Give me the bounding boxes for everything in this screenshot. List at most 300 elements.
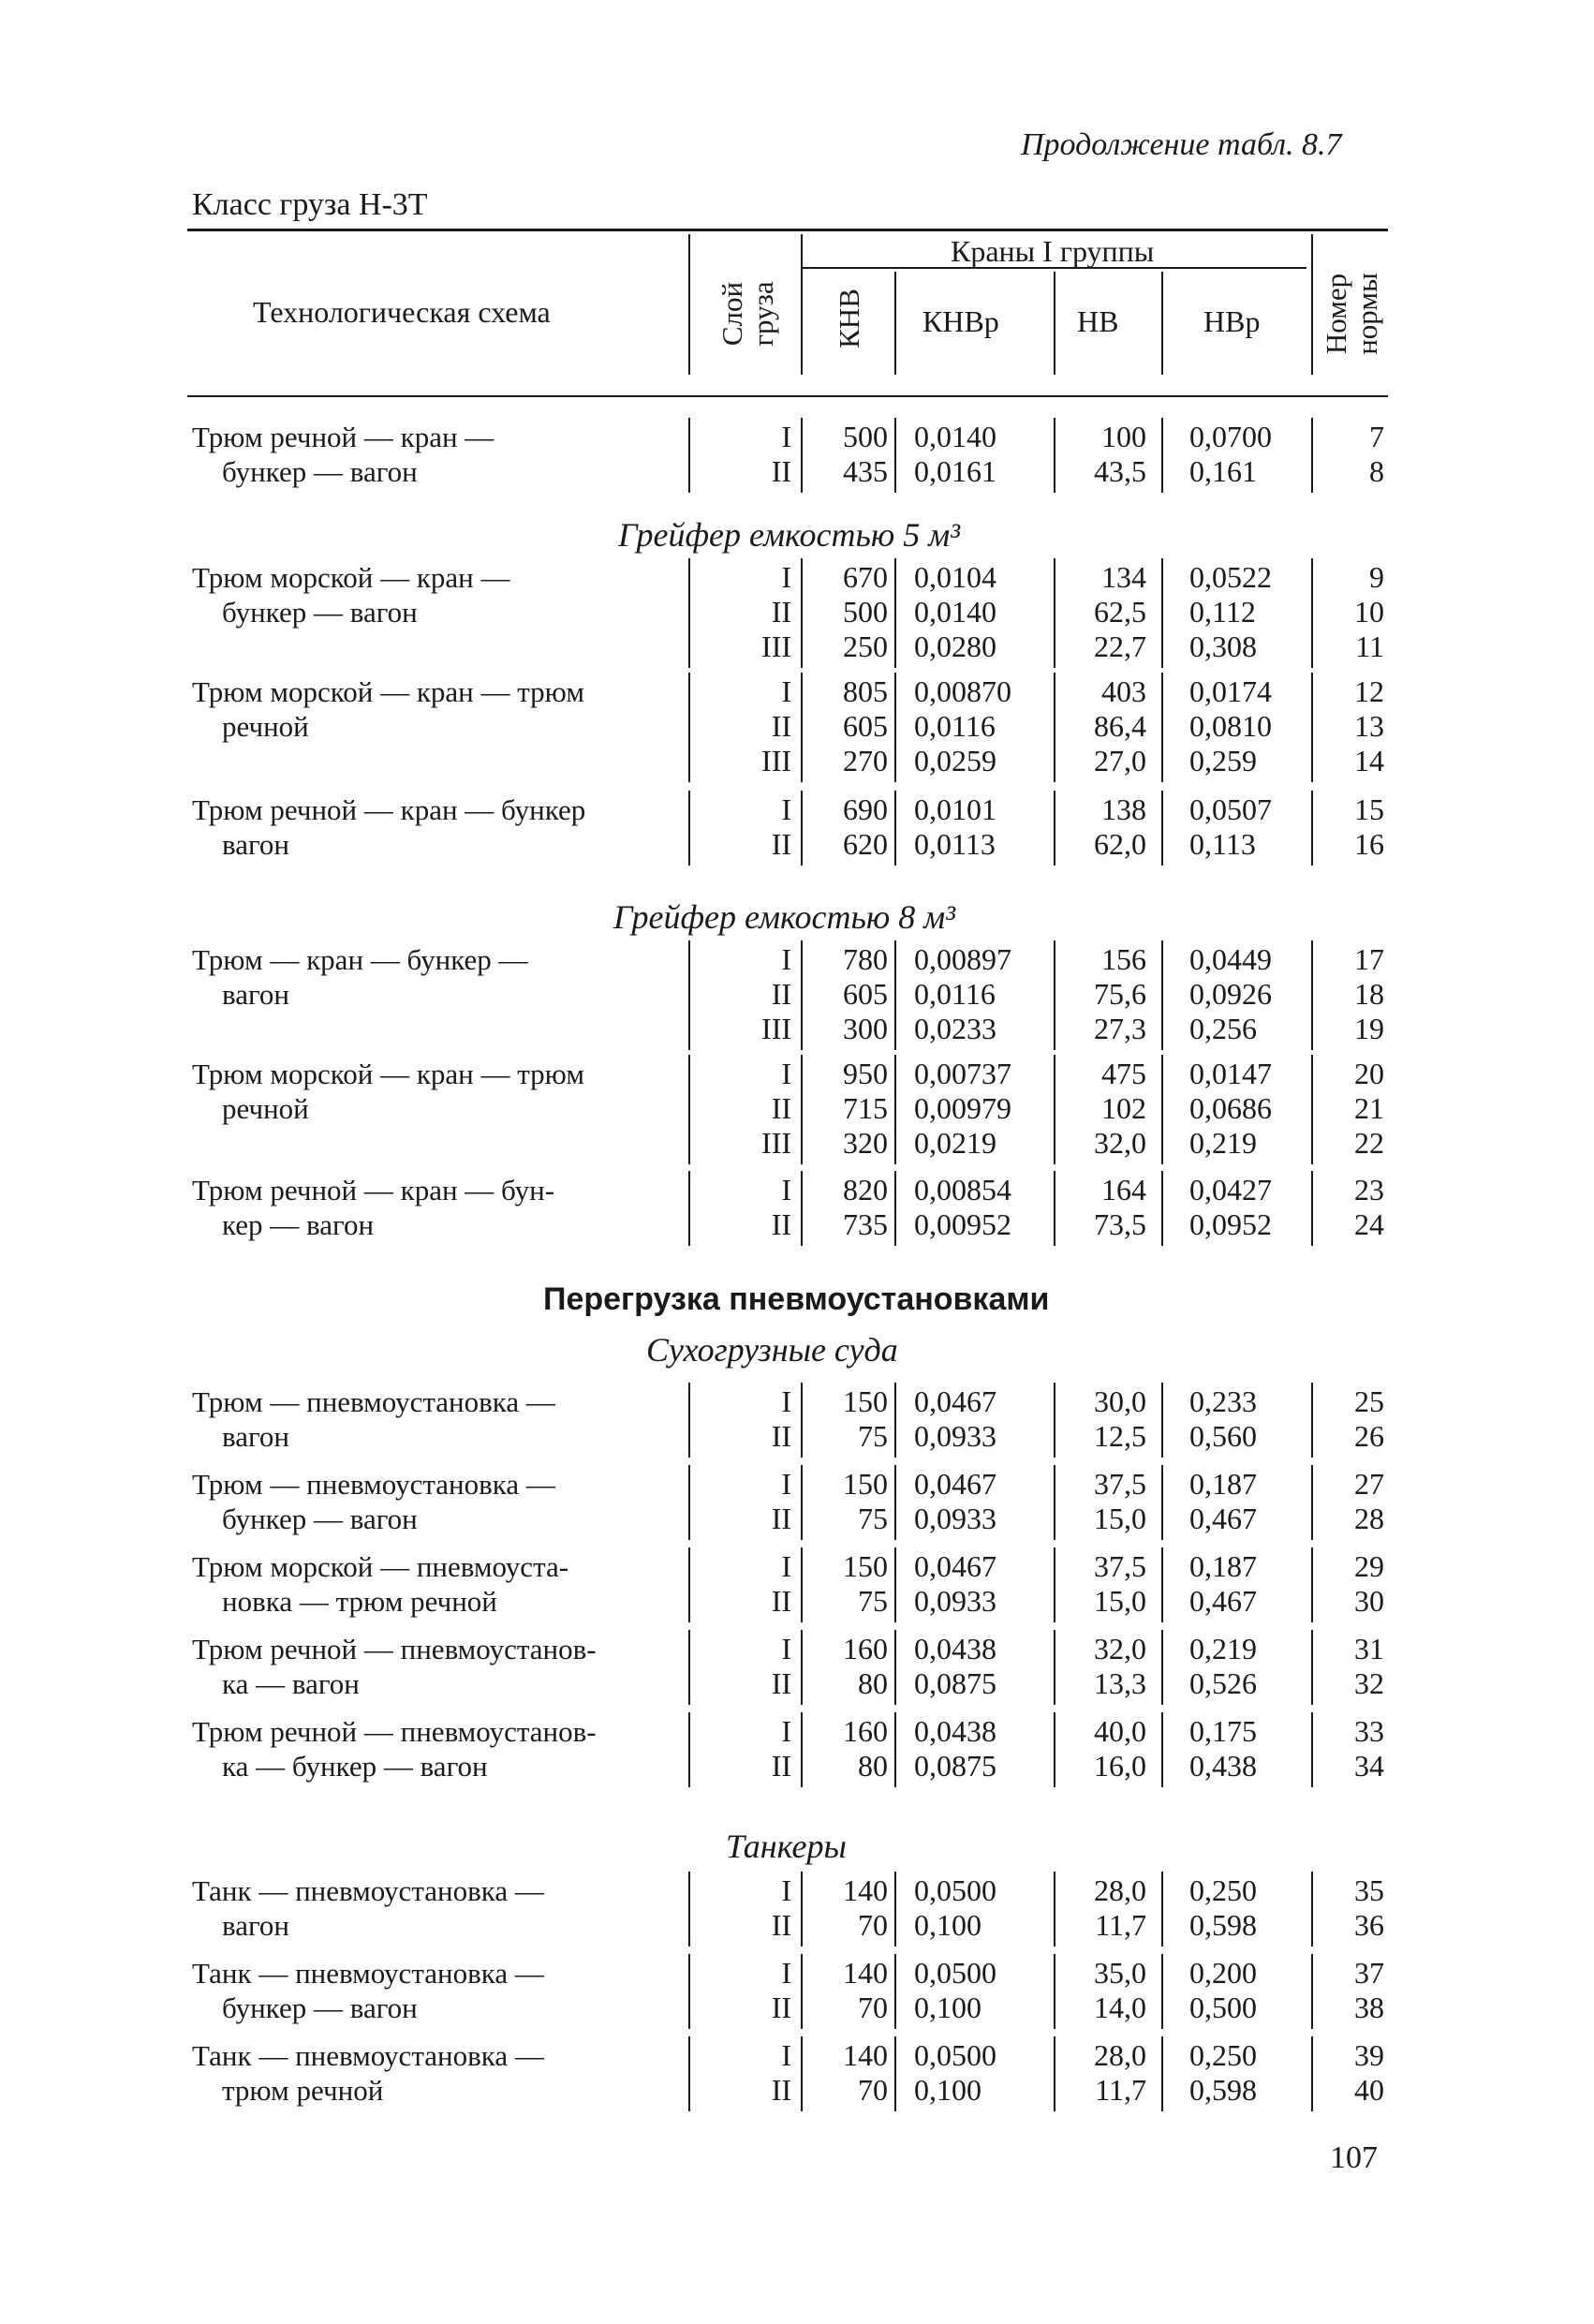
cell-knvp: 0,00952 bbox=[914, 1207, 1011, 1241]
cell-nv: 403 bbox=[1101, 674, 1146, 708]
cell-nvp: 0,161 bbox=[1189, 454, 1257, 488]
row-vline bbox=[1311, 558, 1313, 668]
cell-nv: 75,6 bbox=[1094, 977, 1146, 1011]
row-vline bbox=[1311, 1171, 1313, 1246]
cell-knvp: 0,0875 bbox=[914, 1749, 996, 1783]
cell-nvp: 0,0926 bbox=[1189, 977, 1272, 1011]
row-vline bbox=[801, 1383, 803, 1458]
cell-num: 36 bbox=[1354, 1908, 1384, 1942]
row-vline bbox=[801, 791, 803, 866]
cell-nv: 32,0 bbox=[1094, 1632, 1146, 1665]
cell-knv: 270 bbox=[843, 744, 888, 777]
cell-knv: 75 bbox=[858, 1502, 888, 1535]
cell-knv: 80 bbox=[858, 1749, 888, 1783]
cell-nvp: 0,233 bbox=[1189, 1384, 1257, 1418]
cell-layer: I bbox=[781, 674, 791, 708]
cell-knv: 780 bbox=[843, 942, 888, 976]
cell-knvp: 0,0933 bbox=[914, 1419, 996, 1453]
row-vline bbox=[801, 1954, 803, 2029]
cell-layer: II bbox=[771, 1749, 791, 1783]
row-vline bbox=[1161, 1872, 1163, 1947]
cell-layer: III bbox=[761, 744, 791, 777]
cell-num: 19 bbox=[1354, 1012, 1384, 1045]
cell-knv: 500 bbox=[843, 420, 888, 453]
row-vline bbox=[688, 558, 690, 668]
scheme-line-1: Трюм речной — кран — бун- bbox=[192, 1174, 555, 1206]
cell-nvp: 0,187 bbox=[1189, 1467, 1257, 1501]
scheme-description bbox=[192, 2038, 679, 2108]
cell-nvp: 0,219 bbox=[1189, 1632, 1257, 1665]
cell-num: 22 bbox=[1354, 1126, 1384, 1160]
cell-knv: 950 bbox=[843, 1057, 888, 1090]
scheme-description bbox=[192, 1873, 679, 1943]
cell-layer: III bbox=[761, 1012, 791, 1045]
scheme-line-2: вагон bbox=[222, 1909, 290, 1942]
row-vline bbox=[1054, 1712, 1055, 1787]
row-vline bbox=[1161, 673, 1163, 782]
row-vline bbox=[1054, 1872, 1055, 1947]
scheme-line-2: кер — вагон bbox=[222, 1208, 375, 1241]
row-vline bbox=[1054, 1055, 1055, 1164]
cell-nvp: 0,0810 bbox=[1189, 709, 1272, 743]
continuation-caption: Продолжение табл. 8.7 bbox=[1021, 127, 1342, 162]
cell-num: 12 bbox=[1354, 674, 1384, 708]
scheme-description bbox=[192, 560, 679, 629]
row-vline bbox=[688, 418, 690, 493]
row-vline bbox=[1054, 673, 1055, 782]
row-vline bbox=[1311, 940, 1313, 1050]
cell-nvp: 0,598 bbox=[1189, 1908, 1257, 1942]
cell-knvp: 0,0467 bbox=[914, 1384, 996, 1418]
cell-knv: 150 bbox=[843, 1384, 888, 1418]
cell-knvp: 0,0875 bbox=[914, 1666, 996, 1700]
cell-num: 21 bbox=[1354, 1091, 1384, 1125]
row-vline bbox=[894, 940, 896, 1050]
cell-nvp: 0,0174 bbox=[1189, 674, 1272, 708]
cell-nv: 100 bbox=[1101, 420, 1146, 453]
row-vline bbox=[1161, 940, 1163, 1050]
scheme-line-1: Трюм речной — кран — бункер bbox=[192, 793, 586, 826]
header-bottom-rule bbox=[187, 395, 1388, 397]
row-vline bbox=[1161, 1465, 1163, 1540]
row-vline bbox=[688, 1872, 690, 1947]
row-vline bbox=[1311, 1547, 1313, 1622]
cell-knvp: 0,0438 bbox=[914, 1632, 996, 1665]
cell-knvp: 0,0113 bbox=[914, 827, 996, 861]
cell-layer: I bbox=[781, 1173, 791, 1206]
row-vline bbox=[894, 1872, 896, 1947]
cell-layer: I bbox=[781, 1467, 791, 1501]
cell-knv: 670 bbox=[843, 560, 888, 594]
row-vline bbox=[894, 791, 896, 866]
row-vline bbox=[1161, 1383, 1163, 1458]
cell-nv: 138 bbox=[1101, 792, 1146, 826]
cell-nvp: 0,175 bbox=[1189, 1714, 1257, 1748]
cell-knv: 70 bbox=[858, 1991, 888, 2024]
cell-knv: 735 bbox=[843, 1207, 888, 1241]
cell-num: 25 bbox=[1354, 1384, 1384, 1418]
row-vline bbox=[688, 1465, 690, 1540]
cell-nv: 43,5 bbox=[1094, 454, 1146, 488]
header-layer-line1: Слой bbox=[716, 281, 748, 347]
section-grab-5: Грейфер емкостью 5 м³ bbox=[618, 516, 961, 554]
cell-num: 9 bbox=[1369, 560, 1384, 594]
cell-nv: 12,5 bbox=[1094, 1419, 1146, 1453]
cell-knv: 805 bbox=[843, 674, 888, 708]
row-vline bbox=[1054, 1171, 1055, 1246]
cell-layer: III bbox=[761, 1126, 791, 1160]
row-vline bbox=[894, 1630, 896, 1705]
row-vline bbox=[1161, 1547, 1163, 1622]
cell-knv: 435 bbox=[843, 454, 888, 488]
row-vline bbox=[688, 1954, 690, 2029]
cell-num: 30 bbox=[1354, 1584, 1384, 1618]
row-vline bbox=[688, 1712, 690, 1787]
cell-knvp: 0,0233 bbox=[914, 1012, 996, 1045]
cell-knv: 80 bbox=[858, 1666, 888, 1700]
cell-layer: I bbox=[781, 2038, 791, 2072]
row-vline bbox=[688, 940, 690, 1050]
cell-knvp: 0,00870 bbox=[914, 674, 1011, 708]
cell-nvp: 0,0700 bbox=[1189, 420, 1272, 453]
cell-num: 23 bbox=[1354, 1173, 1384, 1206]
cell-knvp: 0,00897 bbox=[914, 942, 1011, 976]
row-vline bbox=[688, 1383, 690, 1458]
cell-num: 11 bbox=[1355, 629, 1384, 663]
scheme-line-2: ка — вагон bbox=[222, 1667, 360, 1700]
cell-knvp: 0,00979 bbox=[914, 1091, 1011, 1125]
row-vline bbox=[801, 940, 803, 1050]
scheme-description bbox=[192, 1549, 679, 1619]
row-vline bbox=[1161, 791, 1163, 866]
cell-layer: II bbox=[771, 709, 791, 743]
scheme-line-1: Трюм морской — пневмоуста- bbox=[192, 1550, 569, 1583]
row-vline bbox=[1054, 418, 1055, 493]
scheme-description bbox=[192, 674, 679, 744]
row-vline bbox=[894, 1712, 896, 1787]
row-vline bbox=[894, 1547, 896, 1622]
row-vline bbox=[1054, 1547, 1055, 1622]
cell-nv: 11,7 bbox=[1095, 1908, 1146, 1942]
cell-knvp: 0,0500 bbox=[914, 2038, 996, 2072]
row-vline bbox=[1054, 791, 1055, 866]
cell-num: 31 bbox=[1354, 1632, 1384, 1665]
row-vline bbox=[1311, 1055, 1313, 1164]
scheme-line-1: Трюм речной — пневмоустанов- bbox=[192, 1715, 597, 1748]
scheme-line-1: Танк — пневмоустановка — bbox=[192, 1874, 544, 1907]
cell-knv: 75 bbox=[858, 1419, 888, 1453]
cell-knv: 605 bbox=[843, 709, 888, 743]
cell-knvp: 0,0101 bbox=[914, 792, 996, 826]
cell-num: 32 bbox=[1354, 1666, 1384, 1700]
row-vline bbox=[1161, 1712, 1163, 1787]
row-vline bbox=[894, 1055, 896, 1164]
cell-nvp: 0,0522 bbox=[1189, 560, 1272, 594]
row-vline bbox=[801, 1055, 803, 1164]
scheme-line-2: бункер — вагон bbox=[222, 455, 418, 488]
header-vline-6 bbox=[1311, 234, 1313, 375]
scheme-line-1: Трюм — кран — бункер — bbox=[192, 943, 528, 976]
row-vline bbox=[1161, 2036, 1163, 2111]
row-vline bbox=[1161, 558, 1163, 668]
cell-knv: 70 bbox=[858, 2073, 888, 2107]
cell-knvp: 0,00737 bbox=[914, 1057, 1011, 1090]
row-vline bbox=[1054, 558, 1055, 668]
cell-num: 40 bbox=[1354, 2073, 1384, 2107]
cell-knv: 715 bbox=[843, 1091, 888, 1125]
row-vline bbox=[1161, 1954, 1163, 2029]
cell-nv: 102 bbox=[1101, 1091, 1146, 1125]
scheme-line-2: речной bbox=[222, 710, 309, 743]
scheme-description bbox=[192, 1467, 679, 1536]
row-vline bbox=[801, 673, 803, 782]
cell-nvp: 0,0507 bbox=[1189, 792, 1272, 826]
cell-layer: II bbox=[771, 454, 791, 488]
cell-num: 37 bbox=[1354, 1956, 1384, 1990]
cell-knvp: 0,0140 bbox=[914, 420, 996, 453]
row-vline bbox=[688, 1547, 690, 1622]
header-vline-3 bbox=[894, 272, 896, 375]
cell-knvp: 0,0280 bbox=[914, 629, 996, 663]
cell-knv: 620 bbox=[843, 827, 888, 861]
cell-nvp: 0,308 bbox=[1189, 629, 1257, 663]
row-vline bbox=[1161, 1171, 1163, 1246]
cell-nvp: 0,187 bbox=[1189, 1549, 1257, 1583]
table-top-rule bbox=[187, 229, 1388, 231]
cell-num: 33 bbox=[1354, 1714, 1384, 1748]
cell-num: 24 bbox=[1354, 1207, 1384, 1241]
cell-knvp: 0,100 bbox=[914, 1991, 981, 2024]
row-vline bbox=[1311, 1872, 1313, 1947]
cell-nvp: 0,0449 bbox=[1189, 942, 1272, 976]
cell-nv: 40,0 bbox=[1094, 1714, 1146, 1748]
scheme-line-1: Трюм речной — пневмоустанов- bbox=[192, 1633, 597, 1665]
cell-knv: 160 bbox=[843, 1714, 888, 1748]
scheme-line-1: Танк — пневмоустановка — bbox=[192, 1957, 544, 1990]
row-vline bbox=[801, 558, 803, 668]
scheme-line-1: Трюм морской — кран — bbox=[192, 561, 510, 594]
cell-num: 29 bbox=[1354, 1549, 1384, 1583]
cell-nv: 134 bbox=[1101, 560, 1146, 594]
scheme-description bbox=[192, 1956, 679, 2025]
cell-layer: II bbox=[771, 1991, 791, 2024]
cell-num: 8 bbox=[1369, 454, 1384, 488]
cell-nv: 164 bbox=[1101, 1173, 1146, 1206]
cell-knv: 150 bbox=[843, 1549, 888, 1583]
page-number: 107 bbox=[1330, 2140, 1378, 2175]
row-vline bbox=[1311, 791, 1313, 866]
cell-nv: 16,0 bbox=[1094, 1749, 1146, 1783]
scheme-description bbox=[192, 942, 679, 1012]
row-vline bbox=[1311, 1465, 1313, 1540]
cell-knvp: 0,0467 bbox=[914, 1467, 996, 1501]
cell-knvp: 0,0140 bbox=[914, 595, 996, 629]
row-vline bbox=[688, 791, 690, 866]
header-norm bbox=[1321, 258, 1386, 370]
cell-nvp: 0,0952 bbox=[1189, 1207, 1272, 1241]
scheme-description bbox=[192, 1057, 679, 1126]
cell-knv: 140 bbox=[843, 1873, 888, 1907]
cell-knvp: 0,0500 bbox=[914, 1956, 996, 1990]
cell-num: 10 bbox=[1354, 595, 1384, 629]
header-vline-1 bbox=[688, 234, 690, 375]
cell-nvp: 0,256 bbox=[1189, 1012, 1257, 1045]
row-vline bbox=[1161, 418, 1163, 493]
cell-nvp: 0,0686 bbox=[1189, 1091, 1272, 1125]
cell-nv: 15,0 bbox=[1094, 1502, 1146, 1535]
header-vline-2 bbox=[801, 234, 803, 375]
scheme-line-2: новка — трюм речной bbox=[222, 1585, 497, 1618]
row-vline bbox=[894, 1465, 896, 1540]
header-layer bbox=[716, 262, 782, 365]
cell-nv: 15,0 bbox=[1094, 1584, 1146, 1618]
row-vline bbox=[1311, 1712, 1313, 1787]
cell-layer: I bbox=[781, 942, 791, 976]
cell-layer: II bbox=[771, 1419, 791, 1453]
scheme-line-2: речной bbox=[222, 1092, 309, 1125]
cell-knvp: 0,0259 bbox=[914, 744, 996, 777]
row-vline bbox=[1054, 2036, 1055, 2111]
header-scheme: Технологическая схема bbox=[253, 295, 551, 329]
cell-nv: 30,0 bbox=[1094, 1384, 1146, 1418]
row-vline bbox=[894, 2036, 896, 2111]
cell-num: 27 bbox=[1354, 1467, 1384, 1501]
cell-layer: II bbox=[771, 827, 791, 861]
cell-nv: 27,0 bbox=[1094, 744, 1146, 777]
cell-knv: 70 bbox=[858, 1908, 888, 1942]
cell-nv: 156 bbox=[1101, 942, 1146, 976]
row-vline bbox=[1054, 1383, 1055, 1458]
row-vline bbox=[1311, 1630, 1313, 1705]
cell-knv: 250 bbox=[843, 629, 888, 663]
cell-nvp: 0,0427 bbox=[1189, 1173, 1272, 1206]
row-vline bbox=[801, 1465, 803, 1540]
cell-num: 38 bbox=[1354, 1991, 1384, 2024]
cell-nv: 22,7 bbox=[1094, 629, 1146, 663]
cell-layer: I bbox=[781, 1384, 791, 1418]
row-vline bbox=[894, 673, 896, 782]
header-vline-5 bbox=[1161, 272, 1163, 375]
cell-nvp: 0,219 bbox=[1189, 1126, 1257, 1160]
row-vline bbox=[894, 1171, 896, 1246]
header-layer-line2: груза bbox=[746, 281, 779, 347]
cell-nv: 27,3 bbox=[1094, 1012, 1146, 1045]
cell-knvp: 0,0116 bbox=[914, 977, 996, 1011]
section-tankers: Танкеры bbox=[726, 1828, 847, 1865]
cell-knvp: 0,0500 bbox=[914, 1873, 996, 1907]
row-vline bbox=[1311, 418, 1313, 493]
header-nv: НВ bbox=[1077, 304, 1119, 338]
section-grab-8: Грейфер емкостью 8 м³ bbox=[613, 898, 956, 936]
row-vline bbox=[1054, 1465, 1055, 1540]
row-vline bbox=[801, 1872, 803, 1947]
cell-nv: 28,0 bbox=[1094, 1873, 1146, 1907]
scheme-description bbox=[192, 1384, 679, 1454]
cell-nv: 86,4 bbox=[1094, 709, 1146, 743]
scheme-line-2: трюм речной bbox=[222, 2074, 384, 2107]
cell-knvp: 0,0219 bbox=[914, 1126, 996, 1160]
row-vline bbox=[1054, 940, 1055, 1050]
cell-nv: 35,0 bbox=[1094, 1956, 1146, 1990]
cell-nvp: 0,467 bbox=[1189, 1584, 1257, 1618]
header-norm-line2: нормы bbox=[1350, 273, 1383, 355]
scheme-description bbox=[192, 1632, 679, 1701]
cell-layer: II bbox=[771, 2073, 791, 2107]
row-vline bbox=[1311, 673, 1313, 782]
cell-knvp: 0,0116 bbox=[914, 709, 996, 743]
row-vline bbox=[894, 1954, 896, 2029]
cell-knvp: 0,0933 bbox=[914, 1584, 996, 1618]
cell-nvp: 0,467 bbox=[1189, 1502, 1257, 1535]
cell-nv: 11,7 bbox=[1095, 2073, 1146, 2107]
cell-knvp: 0,0467 bbox=[914, 1549, 996, 1583]
cell-layer: I bbox=[781, 1956, 791, 1990]
cell-layer: I bbox=[781, 560, 791, 594]
row-vline bbox=[688, 1630, 690, 1705]
row-vline bbox=[688, 2036, 690, 2111]
cell-layer: II bbox=[771, 1584, 791, 1618]
cell-layer: I bbox=[781, 1873, 791, 1907]
cell-num: 18 bbox=[1354, 977, 1384, 1011]
cell-knvp: 0,100 bbox=[914, 2073, 981, 2107]
cell-knvp: 0,0438 bbox=[914, 1714, 996, 1748]
row-vline bbox=[688, 673, 690, 782]
row-vline bbox=[1161, 1055, 1163, 1164]
cell-layer: I bbox=[781, 1549, 791, 1583]
cell-layer: I bbox=[781, 792, 791, 826]
cell-nv: 73,5 bbox=[1094, 1207, 1146, 1241]
cell-knv: 605 bbox=[843, 977, 888, 1011]
cell-knv: 75 bbox=[858, 1584, 888, 1618]
cell-nvp: 0,250 bbox=[1189, 2038, 1257, 2072]
row-vline bbox=[801, 2036, 803, 2111]
cell-num: 16 bbox=[1354, 827, 1384, 861]
cell-nv: 14,0 bbox=[1094, 1991, 1146, 2024]
scheme-description bbox=[192, 1173, 679, 1242]
scheme-line-1: Трюм — пневмоустановка — bbox=[192, 1468, 555, 1501]
cell-nvp: 0,526 bbox=[1189, 1666, 1257, 1700]
row-vline bbox=[1161, 1630, 1163, 1705]
row-vline bbox=[801, 1547, 803, 1622]
header-vline-4 bbox=[1054, 272, 1055, 375]
cell-knvp: 0,0933 bbox=[914, 1502, 996, 1535]
cell-nvp: 0,598 bbox=[1189, 2073, 1257, 2107]
cell-num: 7 bbox=[1369, 420, 1384, 453]
cell-nv: 32,0 bbox=[1094, 1126, 1146, 1160]
cell-layer: III bbox=[761, 629, 791, 663]
cell-nvp: 0,259 bbox=[1189, 744, 1257, 777]
cell-layer: II bbox=[771, 1666, 791, 1700]
header-nvp: НВр bbox=[1203, 304, 1261, 338]
cell-num: 34 bbox=[1354, 1749, 1384, 1783]
scheme-line-2: ка — бункер — вагон bbox=[222, 1750, 488, 1783]
cell-knv: 500 bbox=[843, 595, 888, 629]
cargo-class-label: Класс груза Н-3Т bbox=[192, 187, 428, 222]
row-vline bbox=[894, 418, 896, 493]
scheme-description bbox=[192, 1714, 679, 1784]
section-dry-cargo: Сухогрузные суда bbox=[646, 1331, 898, 1369]
cell-num: 28 bbox=[1354, 1502, 1384, 1535]
scheme-line-1: Трюм морской — кран — трюм bbox=[192, 675, 585, 708]
cell-nv: 37,5 bbox=[1094, 1467, 1146, 1501]
row-vline bbox=[688, 1171, 690, 1246]
header-norm-line1: Номер bbox=[1320, 273, 1352, 355]
cell-num: 20 bbox=[1354, 1057, 1384, 1090]
cell-knv: 160 bbox=[843, 1632, 888, 1665]
scheme-line-1: Трюм — пневмоустановка — bbox=[192, 1385, 555, 1418]
scheme-line-2: вагон bbox=[222, 978, 290, 1011]
cell-nv: 62,5 bbox=[1094, 595, 1146, 629]
